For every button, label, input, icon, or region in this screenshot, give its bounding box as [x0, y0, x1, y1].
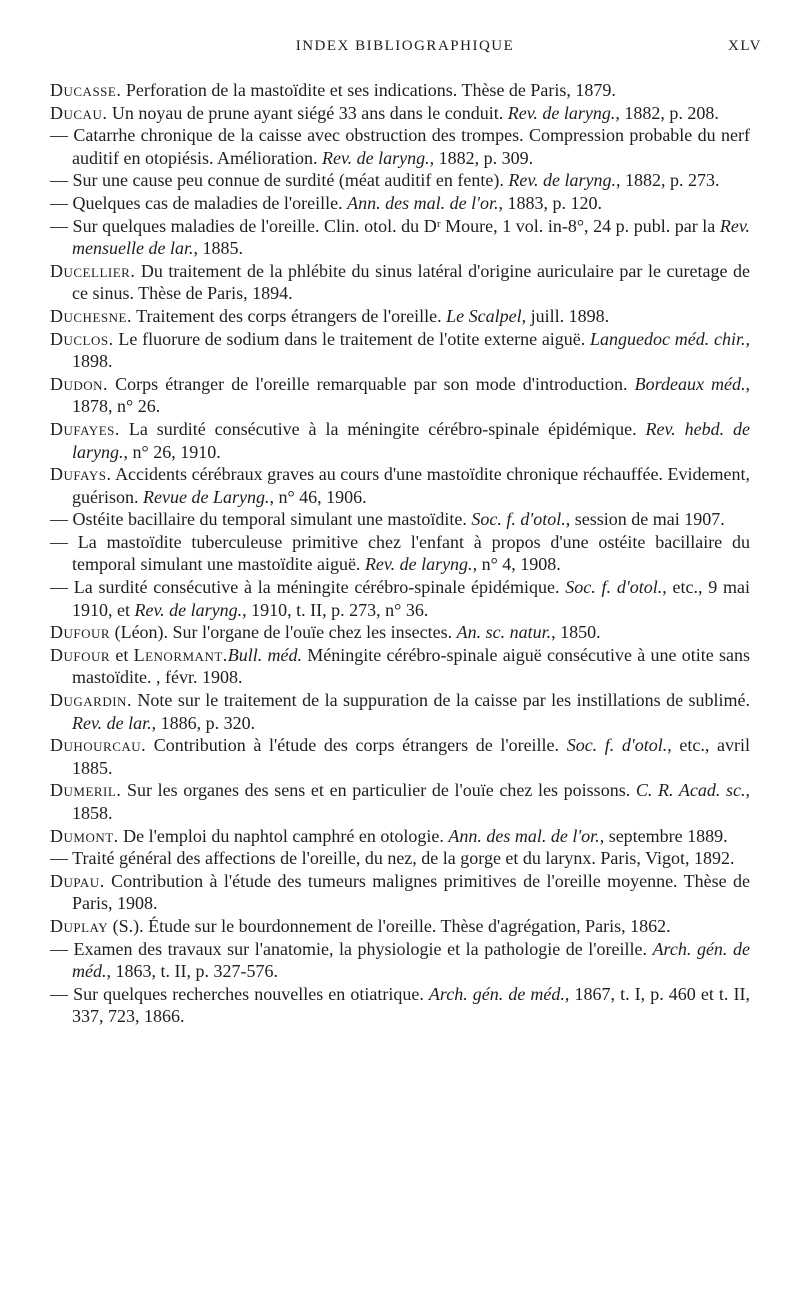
entry-text: , févr. 1908. [156, 667, 243, 688]
entry-text: et [110, 644, 134, 665]
entry-author: Dufayes. [50, 418, 120, 439]
entry-source: Rev. de laryng. [321, 147, 430, 168]
entry-author: Dufour [50, 644, 111, 665]
entry-author: Ducellier. [50, 260, 136, 281]
bibliography-entry [50, 689, 750, 734]
bibliography-entry [50, 373, 750, 418]
entry-text: — La surdité consécutive à la méningite cérébro-spinale épidémique. [50, 577, 566, 598]
bibliography-entry [50, 508, 750, 531]
bibliography-entry [50, 938, 750, 983]
entry-text: , 1850. [551, 622, 601, 643]
entry-text: , 1910, t. II, p. 273, n° 36. [242, 599, 429, 620]
entry-source: Rev. de laryng. [134, 599, 243, 620]
entry-author: Dudon. [50, 373, 109, 394]
entry-text: , juill. 1898. [521, 305, 610, 326]
entry-text: — Sur quelques maladies de l'oreille. Clin. otol. du Dʳ Moure, 1 vol. in-8°, 24 p. publ. par la [50, 215, 720, 236]
page-title: INDEX BIBLIOGRAPHIQUE [295, 38, 515, 54]
entry-author: Duplay [50, 915, 109, 936]
bibliography-entry [50, 621, 750, 644]
entry-author: Ducasse. [50, 80, 122, 100]
entry-text: Du traitement de la phlébite du sinus latéral d'origine auriculaire par le curetage de ce sinus. Thèse de Paris, 1894. [72, 260, 750, 304]
entry-text: , 1886, p. 320. [151, 712, 256, 733]
entry-text: , 1882, p. 273. [615, 170, 720, 191]
entry-source: Revue de Laryng. [143, 486, 270, 507]
bibliography-entry [50, 531, 750, 576]
bibliography-entry [50, 644, 750, 689]
bibliography-entry [50, 260, 750, 305]
bibliography-entry [50, 779, 750, 824]
entry-text: (S.). Étude sur le bourdonnement de l'oreille. Thèse d'agrégation, Paris, 1862. [108, 915, 671, 936]
entry-source: Soc. f. d'otol. [565, 577, 663, 598]
entry-text: Le fluorure de sodium dans le traitement de l'otite externe aiguë. [113, 328, 591, 349]
entry-text: — Traité général des affections de l'oreille, du nez, de la gorge et du larynx. Paris, Vigot, 1892. [50, 848, 735, 869]
entry-text: , 1883, p. 120. [498, 192, 602, 213]
bibliography-entry [50, 463, 750, 508]
entry-text: , etc., avril 1885. [72, 735, 751, 778]
entry-text: — Quelques cas de maladies de l'oreille. [50, 192, 348, 213]
entry-source: Ann. des mal. de l'or. [347, 192, 499, 213]
entry-author: Dugardin. [50, 690, 132, 711]
entry-source: Arch. gén. de méd. [428, 983, 565, 1004]
entry-source: Le Scalpel [446, 305, 522, 326]
entry-text: , n° 46, 1906. [269, 486, 367, 507]
bibliography-entry [50, 124, 750, 169]
entry-source: Ann. des mal. de l'or. [448, 825, 600, 846]
entry-source: Bordeaux méd. [634, 373, 746, 394]
entry-text: , septembre 1889. [599, 825, 728, 846]
entry-text: Corps étranger de l'oreille remarquable par son mode d'introduction. [108, 373, 635, 394]
entry-text: — Sur une cause peu connue de surdité (méat auditif en fente). [50, 170, 509, 191]
entry-text: Perforation de la mastoïdite et ses indications. Thèse de Paris, 1879. [121, 80, 616, 100]
entry-text: La surdité consécutive à la méningite cérébro-spinale épidémique. [119, 418, 646, 439]
entry-text: Contribution à l'étude des tumeurs malignes primitives de l'oreille moyenne. Thèse de Paris, 1908. [72, 870, 750, 914]
entry-text: Un noyau de prune ayant siégé 33 ans dans le conduit. [107, 102, 508, 123]
entry-text: , n° 26, 1910. [123, 441, 221, 462]
entry-text: , n° 4, 1908. [472, 554, 561, 575]
entry-text: , 1867, t. I, p. 460 et t. II, 337, 723, 1866. [72, 983, 750, 1027]
entry-source: Rev. hebd. de laryng. [72, 418, 750, 462]
running-header [48, 38, 762, 60]
entry-author: Dufays. [50, 464, 112, 485]
entry-source: Bull. méd. [227, 644, 303, 665]
entry-source: Rev. mensuelle de lar. [72, 215, 750, 259]
entry-source: Soc. f. d'otol. [566, 735, 668, 756]
entry-source: Soc. f. d'otol. [471, 509, 566, 530]
entry-text: — Examen des travaux sur l'anatomie, la physiologie et la pathologie de l'oreille. [50, 938, 653, 959]
entry-author: Lenormant. [133, 644, 228, 665]
entry-author: Duclos. [50, 328, 114, 349]
entry-text: , session de mai 1907. [565, 509, 725, 530]
entry-text: , 1863, t. II, p. 327-576. [106, 961, 278, 982]
entry-source: C. R. Acad. sc. [635, 780, 746, 801]
entry-text: , 1878, n° 26. [72, 373, 750, 417]
entry-text: , 1882, p. 208. [615, 102, 719, 123]
entry-text: — La mastoïdite tuberculeuse primitive chez l'enfant à propos d'une ostéite bacillaire du temporal simulant une mastoïdite aiguë. [50, 531, 750, 575]
bibliography-entry [50, 847, 750, 870]
entry-source: Rev. de laryng. [508, 170, 616, 191]
bibliography-entry [50, 215, 750, 260]
entry-author: Dupau. [50, 870, 105, 891]
entry-text: Sur les organes des sens et en particulier de l'ouïe chez les poissons. [121, 780, 636, 801]
bibliography-entry [50, 734, 750, 779]
entry-source: Arch. gén. de méd. [72, 938, 750, 982]
bibliography-entry [50, 79, 750, 102]
bibliography-entry [50, 169, 750, 192]
entry-text: Traitement des corps étrangers de l'oreille. [131, 305, 447, 326]
bibliography-entry [50, 983, 750, 1028]
entry-source: Languedoc méd. chir. [590, 328, 746, 349]
bibliography-list [50, 79, 750, 1028]
entry-author: Duchesne. [50, 305, 132, 326]
entry-text: (Léon). Sur l'organe de l'ouïe chez les insectes. [110, 622, 457, 643]
bibliography-entry [50, 576, 750, 621]
entry-source: An. sc. natur. [456, 622, 552, 643]
entry-author: Dumont. [50, 825, 119, 846]
bibliography-entry [50, 418, 750, 463]
entry-source: Rev. de laryng. [507, 102, 616, 123]
bibliography-entry [50, 328, 750, 373]
entry-author: Duhourcau. [50, 735, 147, 756]
entry-text: Contribution à l'étude des corps étrangers de l'oreille. [146, 735, 567, 756]
entry-text: , 1858. [72, 780, 750, 823]
entry-text: , 1882, p. 309. [429, 147, 534, 168]
bibliography-entry [50, 305, 750, 328]
bibliography-entry [50, 825, 750, 848]
entry-text: , 1898. [72, 328, 750, 372]
entry-text: De l'emploi du naphtol camphré en otologie. [118, 825, 449, 846]
entry-author: Dufour [50, 622, 111, 643]
entry-text: , 1885. [193, 238, 243, 259]
bibliography-entry [50, 102, 750, 125]
entry-text: — Catarrhe chronique de la caisse avec obstruction des trompes. Compression probable du nerf auditif en otopiésis. Amélioration. [50, 125, 750, 168]
entry-text: — Ostéite bacillaire du temporal simulant une mastoïdite. [50, 509, 472, 530]
bibliography-entry [50, 870, 750, 915]
entry-text: Méningite cérébro-spinale aiguë consécutive à une otite sans mastoïdite. [72, 644, 750, 688]
entry-text: Accidents cérébraux graves au cours d'une mastoïdite chronique réchauffée. Evidement, guérison. [72, 464, 750, 507]
entry-author: Dumeril. [50, 780, 122, 801]
entry-text: Note sur le traitement de la suppuration de la caisse par les instillations de sublimé. [131, 690, 750, 711]
page-number: XLV [728, 38, 762, 54]
entry-source: Rev. de lar. [72, 712, 152, 733]
entry-author: Ducau. [50, 102, 108, 123]
bibliography-entry [50, 915, 750, 938]
entry-source: Rev. de laryng. [364, 554, 473, 575]
entry-text: — Sur quelques recherches nouvelles en otiatrique. [50, 983, 429, 1004]
entry-text: , etc., 9 mai 1910, et [72, 577, 751, 620]
bibliography-entry [50, 192, 750, 215]
